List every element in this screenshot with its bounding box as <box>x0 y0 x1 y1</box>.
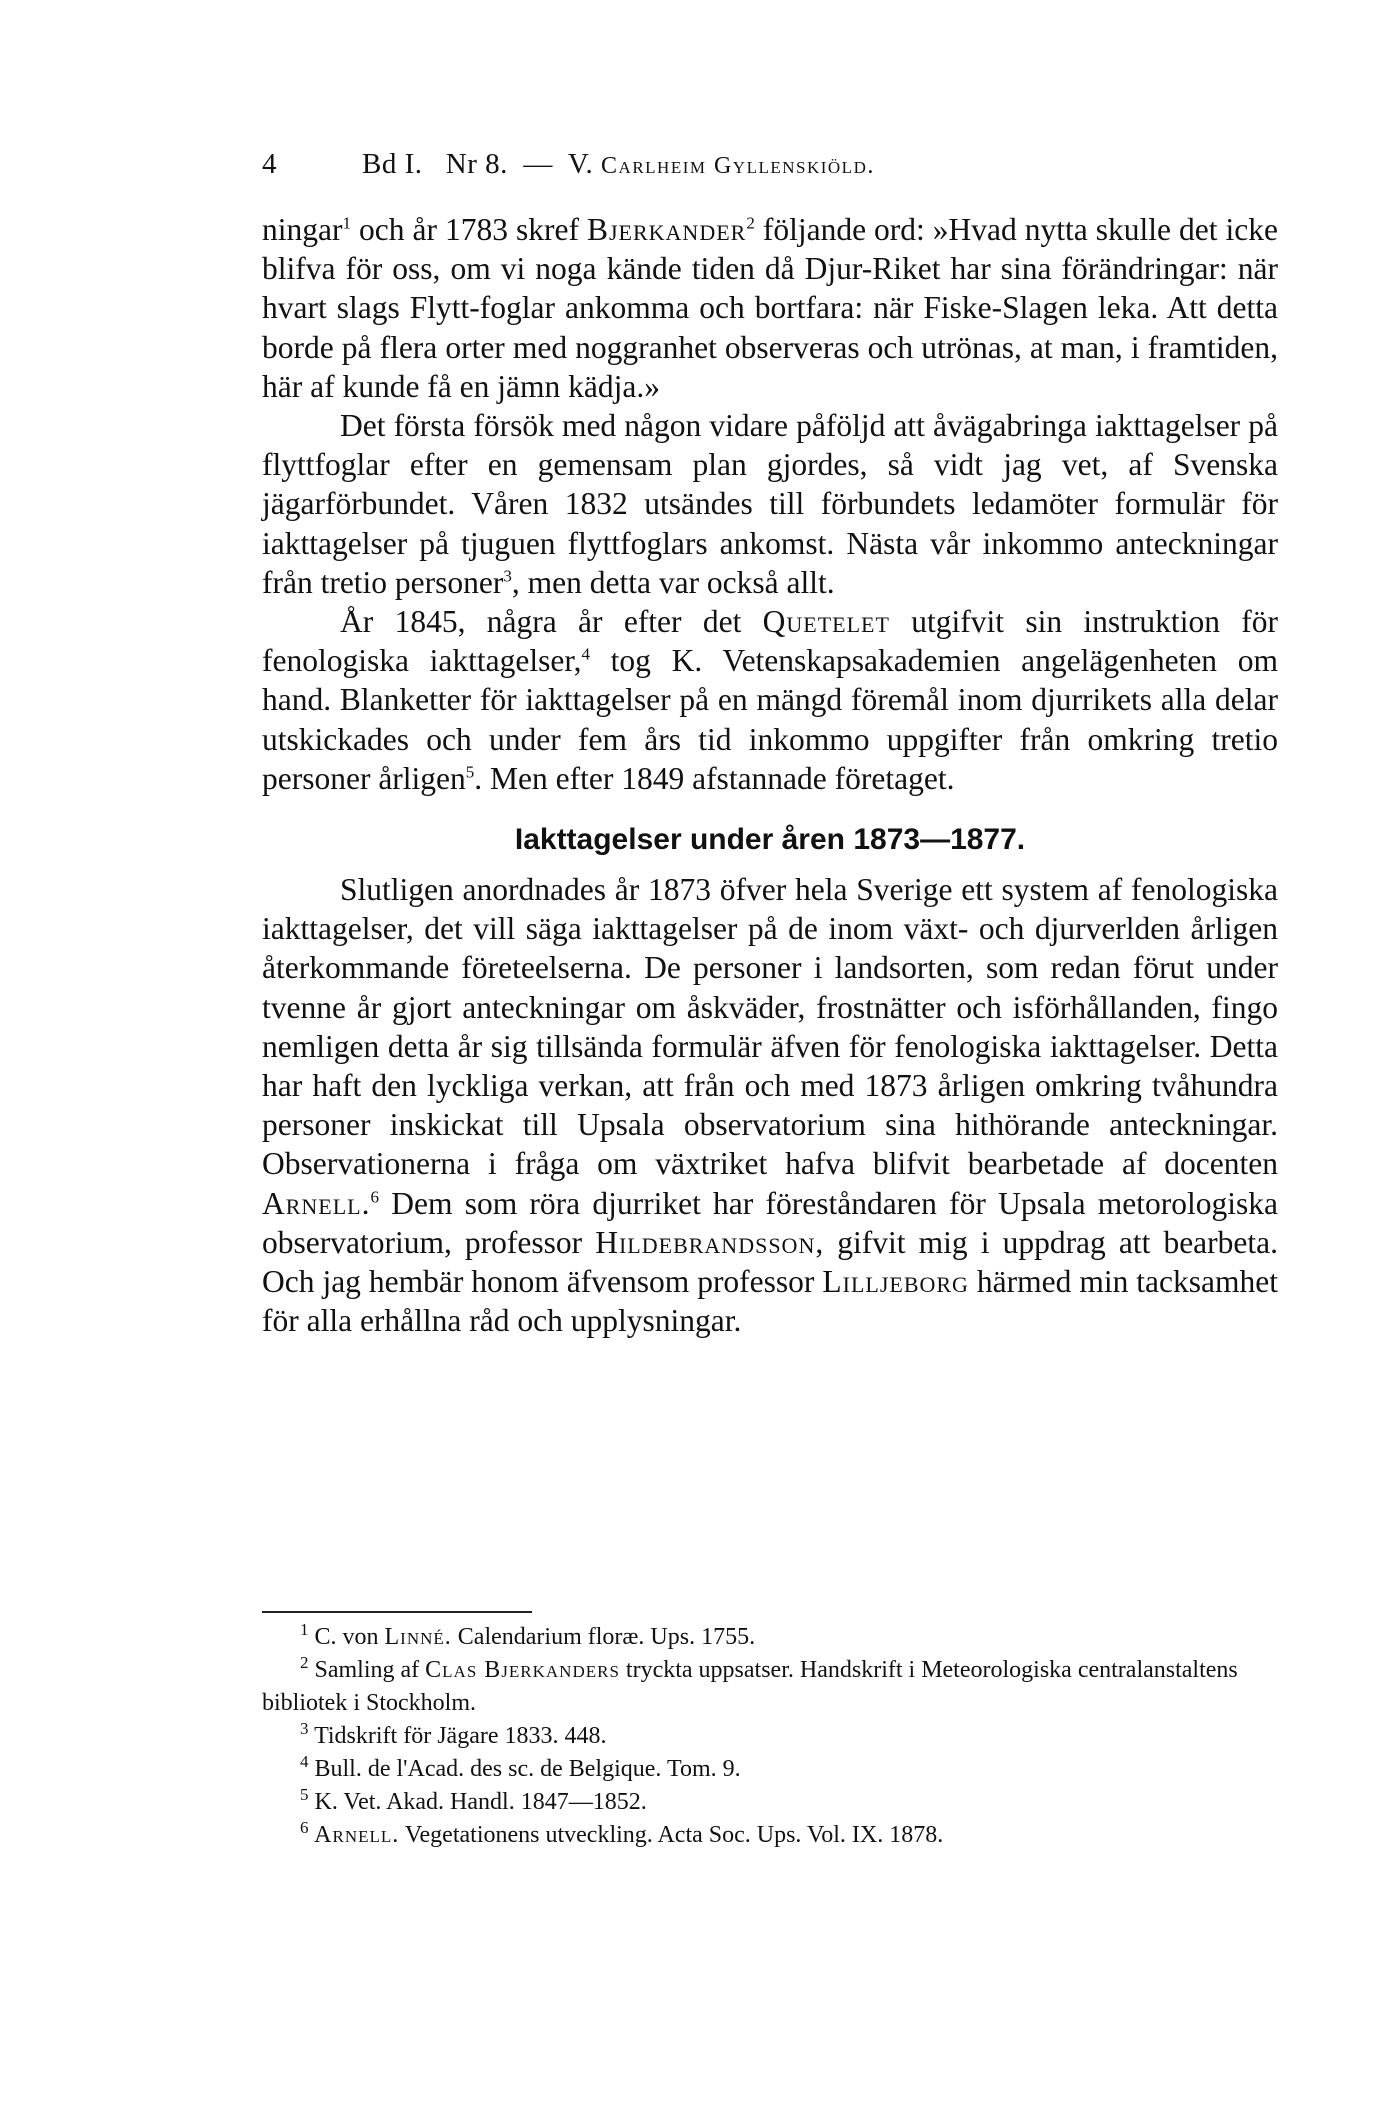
footnote-1 <box>262 1621 1278 1654</box>
text-run: K. Vet. Akad. Handl. 1847—1852. <box>308 1789 647 1815</box>
text-run: utgifvit sin instruktion för fenologiska iakttagelser, <box>262 604 1278 679</box>
text-run: Samling af <box>308 1657 426 1683</box>
footnote-ref: 5 <box>465 762 475 782</box>
footnote-3 <box>262 1720 1278 1753</box>
text-run: C. von <box>308 1624 385 1650</box>
paragraph-4 <box>262 870 1278 1340</box>
body-text <box>262 210 1278 1340</box>
running-head-volume: Bd I. Nr 8. — V. <box>362 148 602 180</box>
person-name: Arnell. <box>262 1185 371 1221</box>
footnote-ref: 2 <box>746 213 755 233</box>
footnote-4 <box>262 1753 1278 1786</box>
footnote-ref: 6 <box>370 1187 380 1207</box>
person-name: Hildebrandsson, <box>595 1224 825 1260</box>
footnote-number: 2 <box>300 1653 309 1672</box>
footnote-number: 5 <box>300 1785 309 1804</box>
person-name: Arnell. <box>308 1822 400 1848</box>
text-run: , men detta var också allt. <box>511 564 835 600</box>
text-run: Bull. de l'Acad. des sc. de Belgique. Tom. 9. <box>308 1756 741 1782</box>
footnote-number: 6 <box>300 1818 309 1837</box>
text-run: Slutligen anordnades år 1873 öfver hela Sverige ett system af fenologiska iakttagelser, det vill säga iakttagelser på de inom växt- och djurverlden årligen återkommande företeelserna. De personer i landsorten, som redan förut under tvenne år gjort anteckningar om åskväder, frostnätter och isförhållanden, fingo nemligen detta år sig tillsända formulär äfven för fenologiska iakttagelser. Detta har haft den lyckliga verkan, att från och med 1873 årligen omkring tvåhundra personer inskickat till Upsala observatorium sina hithörande anteckningar. Observationerna i fråga om växtriket hafva blifvit bearbetade af docenten <box>262 872 1278 1182</box>
paragraph-1 <box>262 210 1278 406</box>
text-run: Dem som röra djurriket har föreståndaren för Upsala metorologiska observatorium, professor <box>262 1185 1278 1260</box>
person-name: Quetelet <box>762 604 890 640</box>
running-header <box>262 148 1272 188</box>
person-name: Bjerkander <box>586 212 747 247</box>
text-run: Calendarium floræ. Ups. 1755. <box>451 1624 756 1650</box>
person-name: Lilljeborg <box>822 1264 969 1300</box>
paragraph-3 <box>262 602 1278 798</box>
footnote-ref: 3 <box>503 566 512 586</box>
person-name: Clas Bjerkanders <box>425 1657 620 1683</box>
text-run: ningar <box>262 212 343 247</box>
text-run: Tidskrift för Jägare 1833. 448. <box>308 1723 607 1749</box>
footnote-2 <box>262 1654 1278 1720</box>
running-head <box>362 148 875 181</box>
text-run: Vegetationens utveckling. Acta Soc. Ups. Vol. IX. 1878. <box>399 1822 944 1848</box>
text-run: . Men efter 1849 afstannade företaget. <box>474 760 955 796</box>
page-number: 4 <box>262 148 277 180</box>
footnote-number: 1 <box>300 1620 309 1639</box>
footnote-number: 3 <box>300 1719 309 1738</box>
footnote-divider <box>262 1611 532 1613</box>
section-heading: Iakttagelser under åren 1873—1877. <box>514 823 1026 857</box>
footnote-ref: 1 <box>342 213 351 233</box>
person-name: Linné. <box>384 1624 452 1650</box>
text-run: härmed min tacksamhet för alla erhållna råd och upplysningar. <box>262 1264 1278 1339</box>
footnote-number: 4 <box>300 1752 309 1771</box>
footnote-ref: 4 <box>581 644 590 664</box>
text-run: tryckta uppsatser. Handskrift i Meteorologiska centralanstaltens bibliotek i Stockholm. <box>262 1657 1238 1716</box>
running-head-author: Carlheim Gyllenskiöld. <box>601 153 875 179</box>
text-run: följande ord: »Hvad nytta skulle det icke blifva för oss, om vi noga kände tiden då Djur-Riket har sina förändringar: när hvart slags Flytt-foglar ankomma och bortfara: när Fiske-Slagen leka. Att detta borde på flera orter med noggranhet observeras och utrönas, at man, i framtiden, här af kunde få en jämn kädja.» <box>262 212 1279 404</box>
text-run: gifvit mig i uppdrag att bearbeta. Och jag hembär honom äfvensom professor <box>262 1224 1278 1300</box>
paragraph-2 <box>262 406 1278 602</box>
text-run: Det första försök med någon vidare påföljd att åvägabringa iakttagelser på flyttfoglar efter en gemensam plan gjordes, så vidt jag vet, af Svenska jägarförbundet. Våren 1832 utsändes till förbundets ledamöter formulär för iakttagelser på tjuguen flyttfoglars ankomst. Nästa vår inkommo anteckningar från tretio personer <box>262 408 1278 600</box>
text-run: År 1845, några år efter det <box>340 604 763 640</box>
text-run: tog K. Vetenskapsakademien angelägenheten om hand. Blanketter för iakttagelser på en mängd föremål inom djurrikets alla delar utskickades och under fem års tid inkommo uppgifter från omkring tretio personer årligen <box>262 643 1278 796</box>
footnotes <box>262 1621 1278 1852</box>
text-run: och år 1783 skref <box>350 212 587 247</box>
footnote-6 <box>262 1819 1278 1852</box>
footnote-5 <box>262 1786 1278 1819</box>
